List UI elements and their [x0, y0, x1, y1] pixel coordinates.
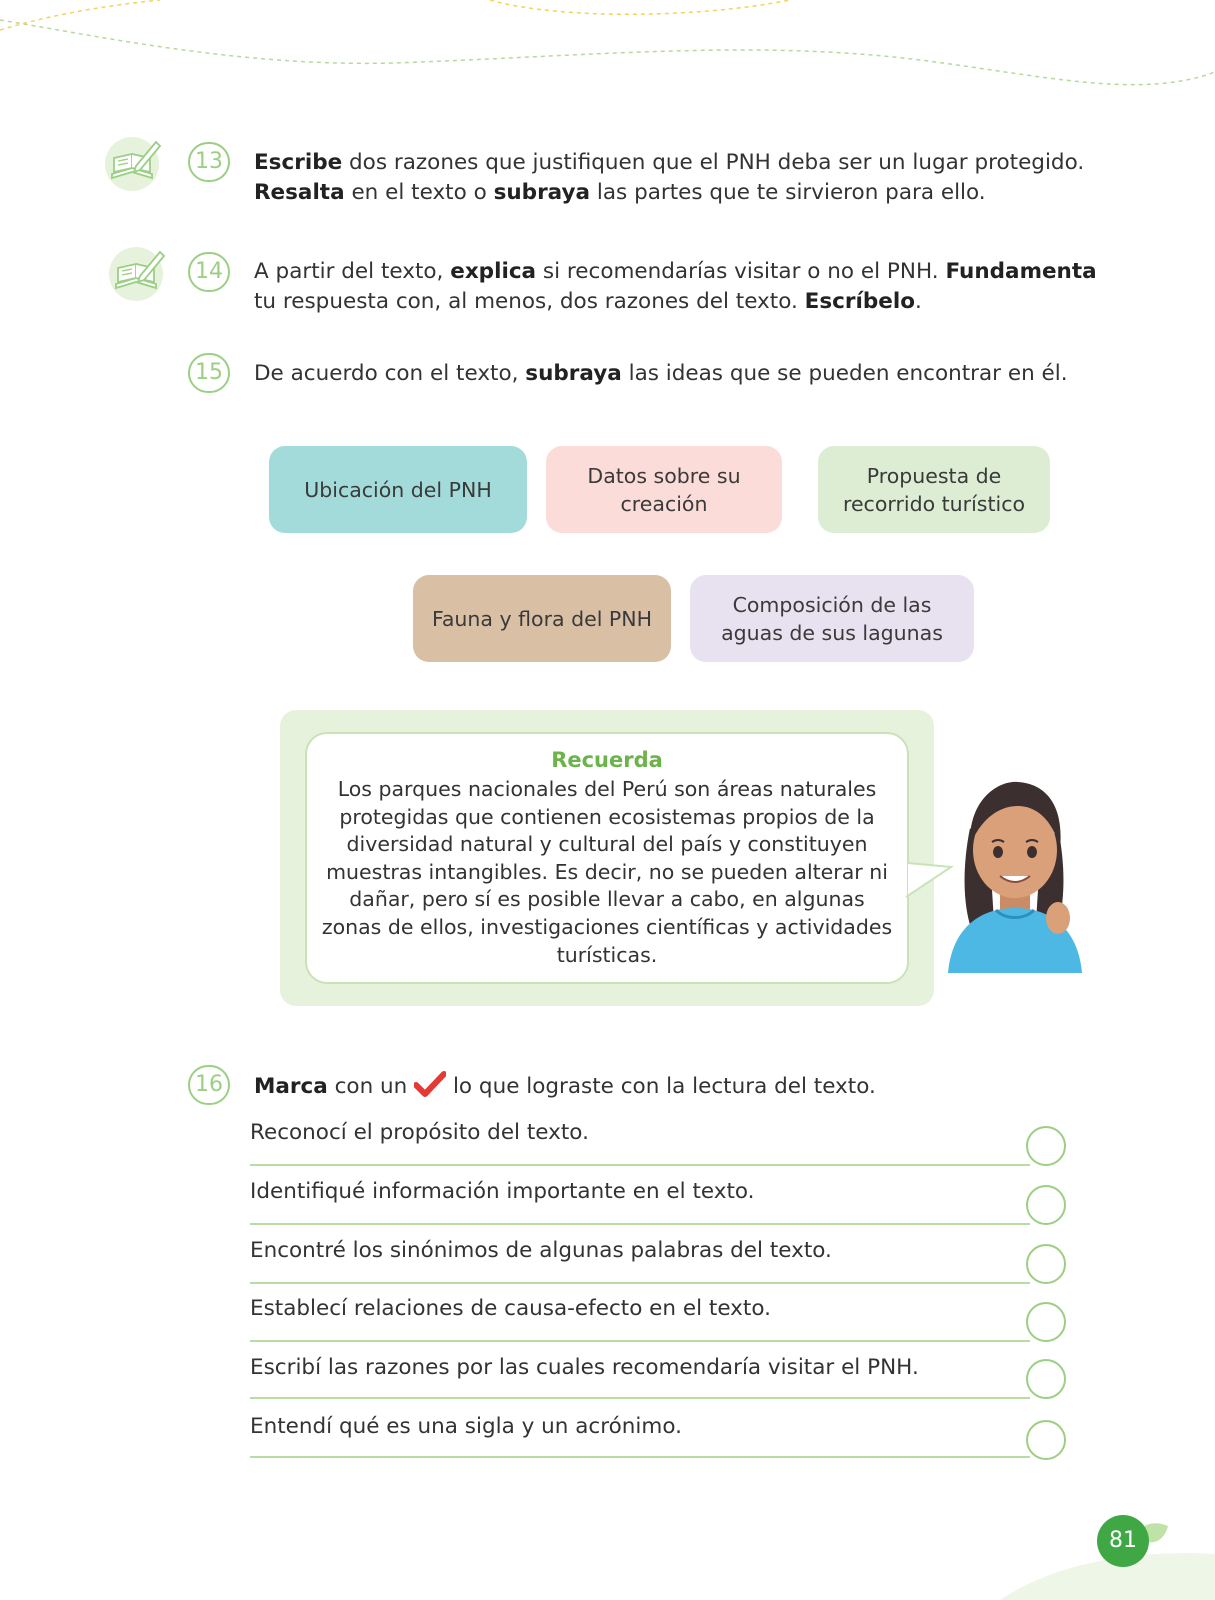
question-16-line-1: Marca con un lo que lograste con la lectura del texto.	[254, 1071, 1114, 1102]
check-mark-icon	[414, 1071, 446, 1097]
question-number-13: 13	[188, 142, 230, 182]
bottom-decoration	[0, 1540, 1215, 1600]
checklist-row	[250, 1236, 1070, 1288]
idea-chip-recorrido[interactable]: Propuesta de recorrido turístico	[818, 446, 1050, 533]
question-number-15: 15	[188, 353, 230, 393]
checklist-row	[250, 1177, 1070, 1229]
question-number-16: 16	[188, 1065, 230, 1105]
divider	[250, 1223, 1030, 1225]
idea-chip-datos-creacion[interactable]: Datos sobre su creación	[546, 446, 782, 533]
idea-chip-ubicacion[interactable]: Ubicación del PNH	[269, 446, 527, 533]
recuerda-title: Recuerda	[551, 748, 663, 772]
question-14-line-1: A partir del texto, explica si recomendarías visitar o no el PNH. Fundamenta	[254, 259, 1097, 284]
idea-chip-composicion-aguas[interactable]: Composición de las aguas de sus lagunas	[690, 575, 974, 662]
checklist-checkbox[interactable]	[1026, 1359, 1066, 1399]
checklist-row	[250, 1412, 1070, 1464]
question-13-line-2: Resalta en el texto o subraya las partes que te sirvieron para ello.	[254, 180, 986, 205]
question-14-line-2: tu respuesta con, al menos, dos razones del texto. Escríbelo.	[254, 289, 922, 314]
checklist-label: Establecí relaciones de causa-efecto en el texto.	[250, 1296, 771, 1321]
checklist-checkbox[interactable]	[1026, 1420, 1066, 1460]
idea-chip-fauna-flora[interactable]: Fauna y flora del PNH	[413, 575, 671, 662]
question-13-line-1: Escribe dos razones que justifiquen que el PNH deba ser un lugar protegido.	[254, 150, 1085, 175]
book-pencil-icon	[106, 244, 168, 302]
checklist-checkbox[interactable]	[1026, 1302, 1066, 1342]
divider	[250, 1340, 1030, 1342]
page-number: 81	[1097, 1515, 1149, 1567]
checklist-row	[250, 1294, 1070, 1346]
checklist-checkbox[interactable]	[1026, 1244, 1066, 1284]
checklist-label: Entendí qué es una sigla y un acrónimo.	[250, 1414, 682, 1439]
checklist-label: Identifiqué información importante en el texto.	[250, 1179, 755, 1204]
checklist-row	[250, 1118, 1070, 1170]
top-decoration	[0, 0, 1215, 110]
divider	[250, 1164, 1030, 1166]
question-15-line-1: De acuerdo con el texto, subraya las ideas que se pueden encontrar en él.	[254, 361, 1068, 386]
checklist-label: Escribí las razones por las cuales recomendaría visitar el PNH.	[250, 1355, 919, 1380]
checklist-label: Reconocí el propósito del texto.	[250, 1120, 589, 1145]
checklist-row	[250, 1353, 1070, 1405]
divider	[250, 1282, 1030, 1284]
divider	[250, 1456, 1030, 1458]
checklist-label: Encontré los sinónimos de algunas palabras del texto.	[250, 1238, 832, 1263]
divider	[250, 1397, 1030, 1399]
girl-illustration	[940, 768, 1090, 973]
recuerda-body: Los parques nacionales del Perú son áreas naturales protegidas que contienen ecosistemas propios de la diversidad natural y cultural del país y constituyen muestras intangibles. Es decir, no se pueden alterar ni dañar, pero sí es posible llevar a cabo, en algunas zonas de ellos, investigaciones científicas y actividades turísticas.	[321, 777, 893, 967]
checklist-checkbox[interactable]	[1026, 1185, 1066, 1225]
checklist-checkbox[interactable]	[1026, 1126, 1066, 1166]
question-number-14: 14	[188, 252, 230, 292]
book-pencil-icon	[102, 134, 164, 192]
